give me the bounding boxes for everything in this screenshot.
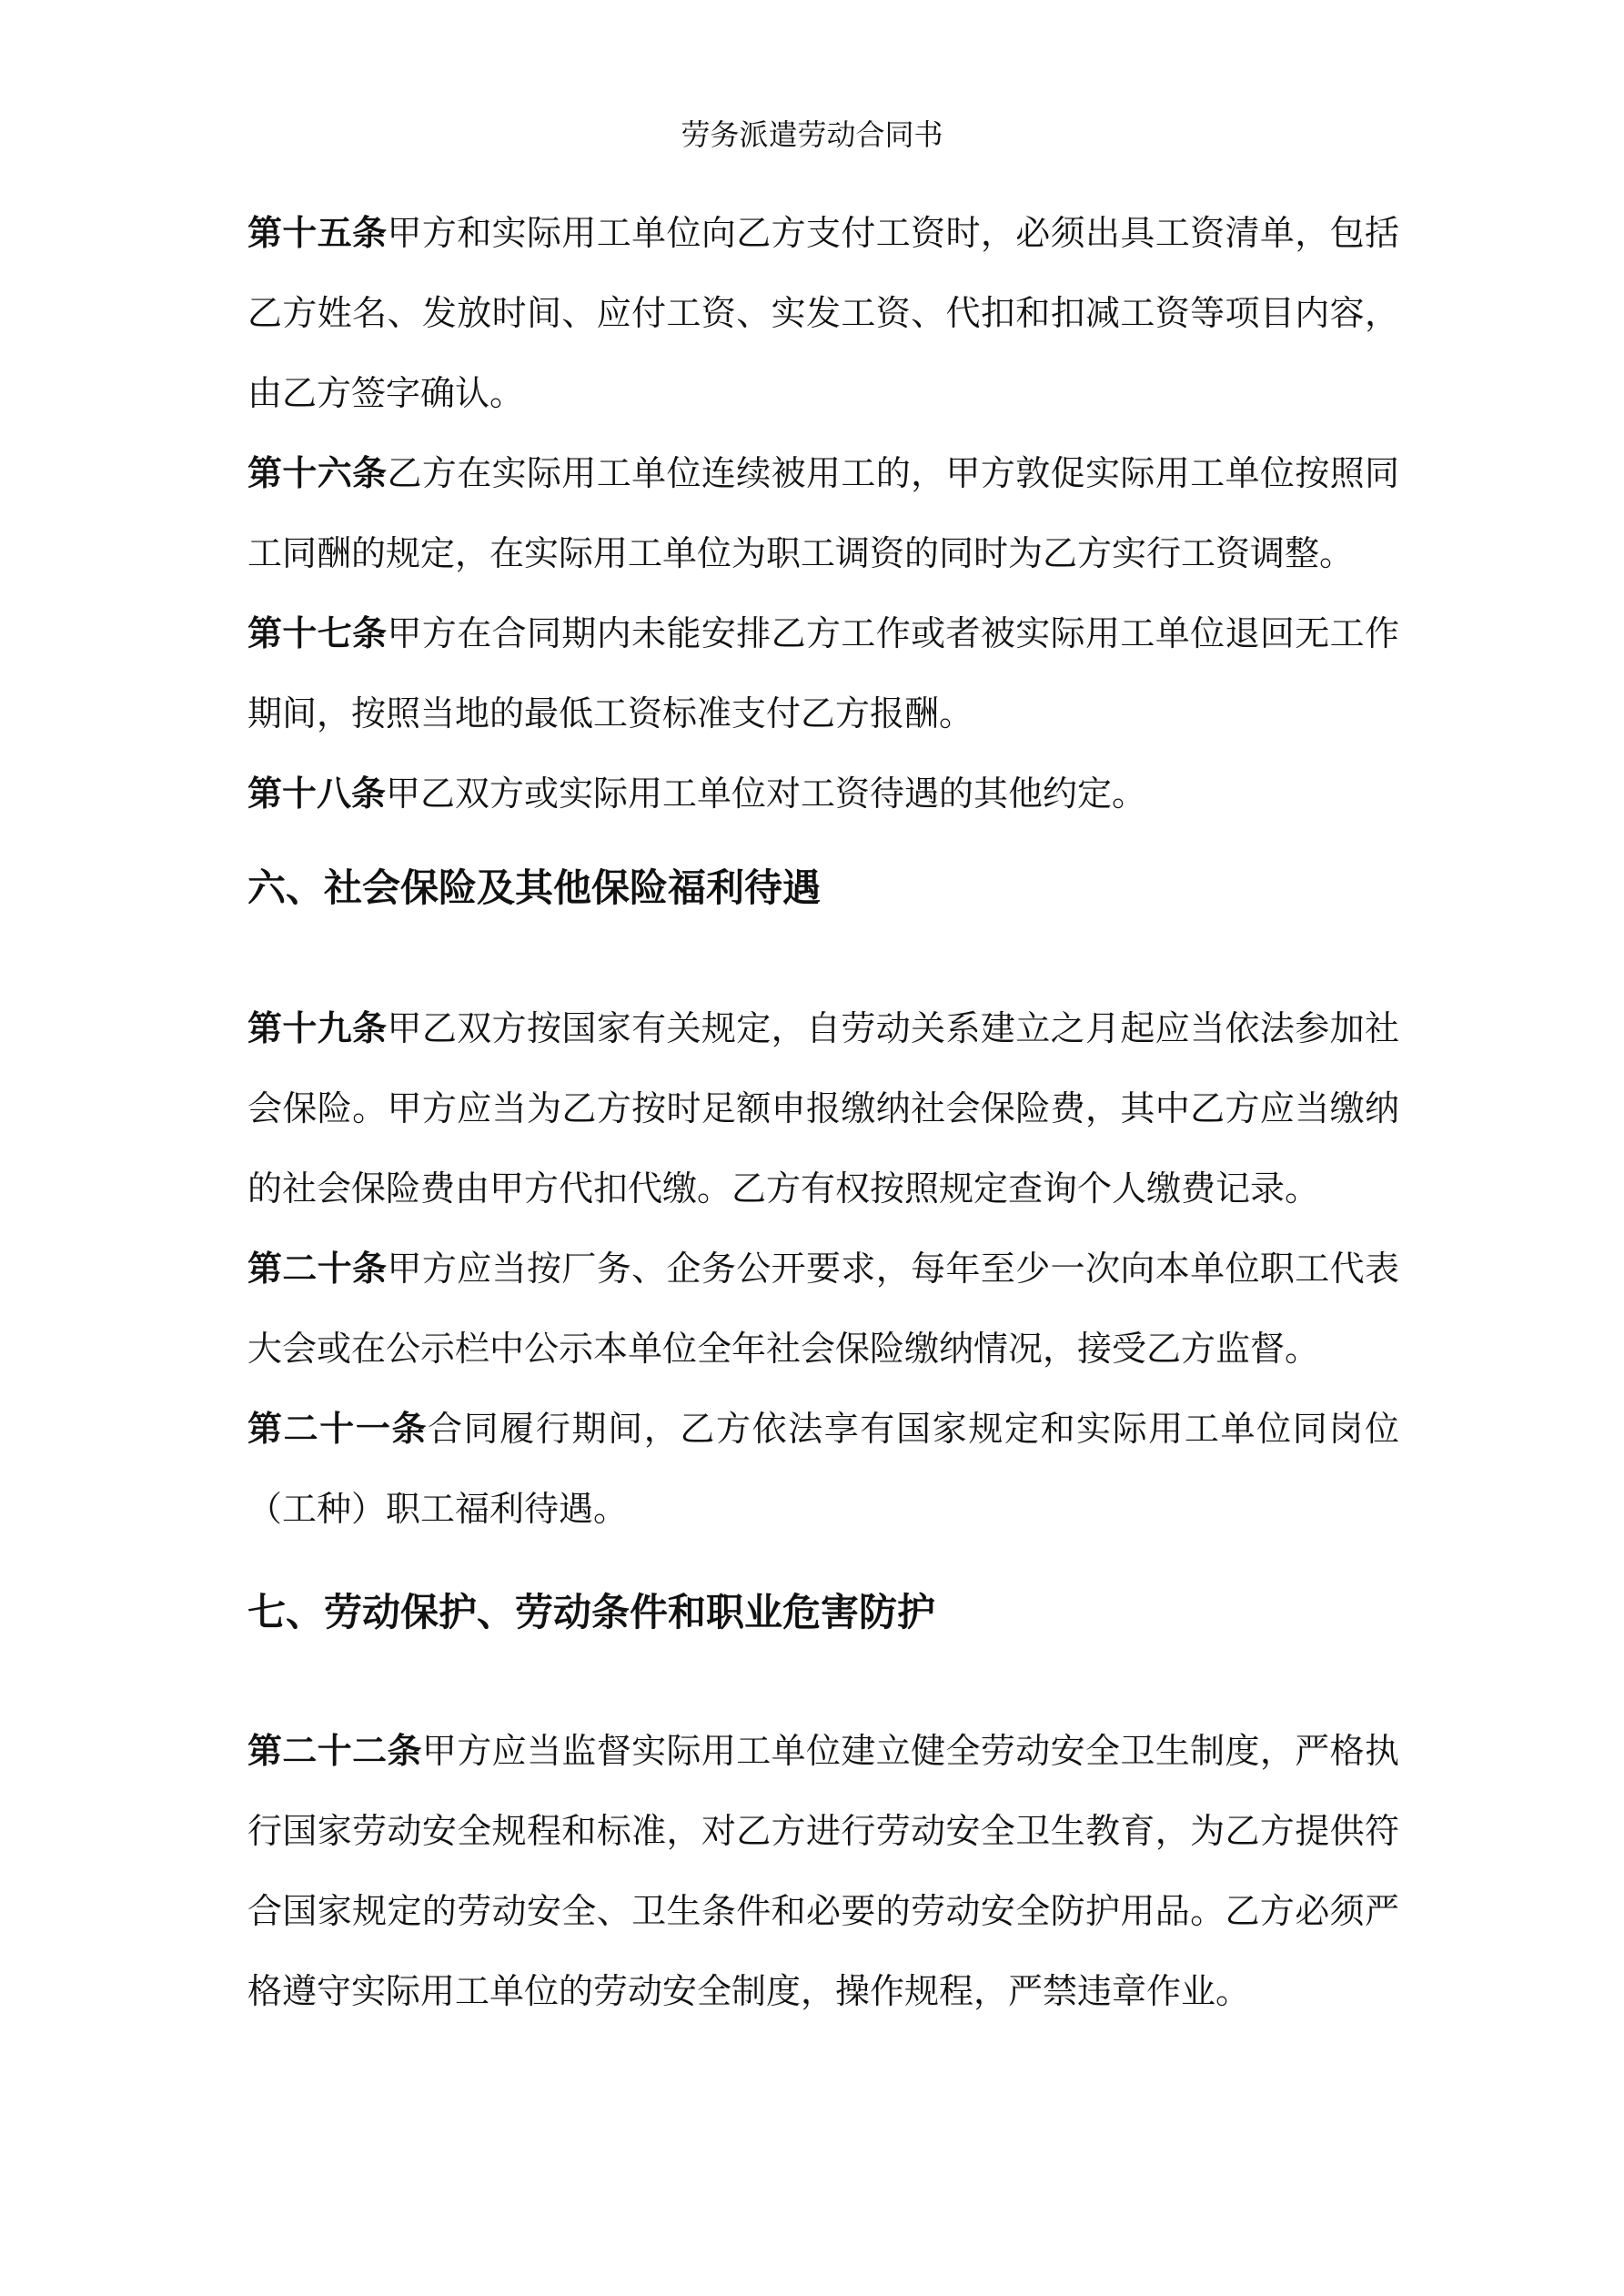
article-text: 甲方应当按厂务、企务公开要求，每年至少一次向本单位职工代表大会或在公示栏中公示本单位全年社会保险缴纳情况，接受乙方监督。 xyxy=(247,1249,1399,1369)
article-18 xyxy=(247,754,1399,834)
article-16 xyxy=(247,433,1399,593)
section-heading-7: 七、劳动保护、劳动条件和职业危害防护 xyxy=(247,1590,936,1634)
article-number: 第二十二条 xyxy=(247,1731,422,1771)
article-text: 甲乙双方按国家有关规定，自劳动关系建立之月起应当依法参加社会保险。甲方应当为乙方按时足额申报缴纳社会保险费，其中乙方应当缴纳的社会保险费由甲方代扣代缴。乙方有权按照规定查询个人缴费记录。 xyxy=(247,1008,1399,1209)
article-17 xyxy=(247,593,1399,754)
article-22 xyxy=(247,1711,1399,2031)
article-number: 第十七条 xyxy=(247,613,388,653)
article-text: 合同履行期间，乙方依法享有国家规定和实际用工单位同岗位（工种）职工福利待遇。 xyxy=(247,1409,1399,1529)
article-number: 第十六条 xyxy=(247,453,388,493)
page-header-title: 劳务派遣劳动合同书 xyxy=(681,117,943,152)
article-19 xyxy=(247,988,1399,1229)
article-number: 第二十条 xyxy=(247,1249,388,1289)
section-heading-6: 六、社会保险及其他保险福利待遇 xyxy=(247,865,822,910)
document-body xyxy=(247,193,1399,2031)
article-text: 甲乙双方或实际用工单位对工资待遇的其他约定。 xyxy=(386,774,1147,814)
article-number: 第十五条 xyxy=(247,213,388,253)
article-text: 甲方在合同期内未能安排乙方工作或者被实际用工单位退回无工作期间，按照当地的最低工资标准支付乙方报酬。 xyxy=(247,613,1399,733)
article-15 xyxy=(247,193,1399,433)
article-20 xyxy=(247,1229,1399,1389)
article-text: 甲方和实际用工单位向乙方支付工资时，必须出具工资清单，包括乙方姓名、发放时间、应付工资、实发工资、代扣和扣减工资等项目内容，由乙方签字确认。 xyxy=(247,213,1399,413)
article-text: 甲方应当监督实际用工单位建立健全劳动安全卫生制度，严格执行国家劳动安全规程和标准，对乙方进行劳动安全卫生教育，为乙方提供符合国家规定的劳动安全、卫生条件和必要的劳动安全防护用品。乙方必须严格遵守实际用工单位的劳动安全制度，操作规程，严禁违章作业。 xyxy=(247,1731,1399,2011)
article-number: 第十八条 xyxy=(247,774,387,814)
article-21 xyxy=(247,1389,1399,1549)
article-number: 第二十一条 xyxy=(247,1409,429,1449)
article-text: 乙方在实际用工单位连续被用工的，甲方敦促实际用工单位按照同工同酬的规定，在实际用工单位为职工调资的同时为乙方实行工资调整。 xyxy=(247,453,1399,573)
article-number: 第十九条 xyxy=(247,1008,388,1048)
